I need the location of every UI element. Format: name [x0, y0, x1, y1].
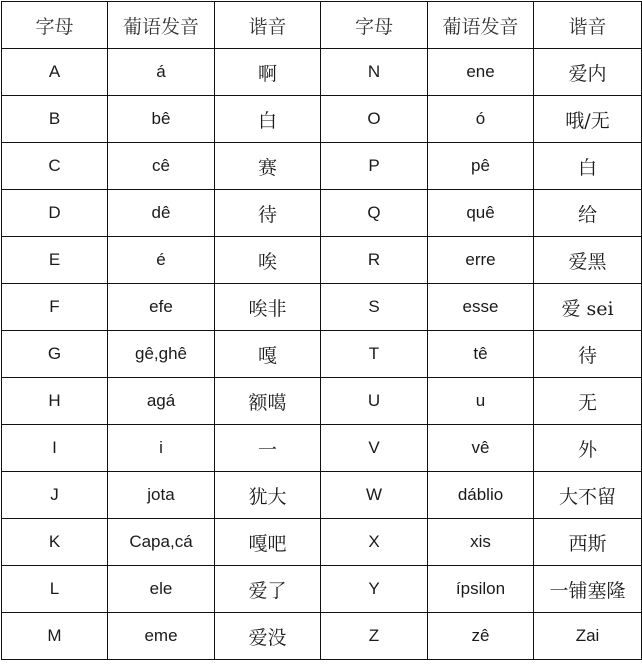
letter-cell: A — [2, 49, 108, 96]
homophone-cell: 爱没 — [215, 613, 321, 660]
pronunciation-cell: eme — [108, 613, 215, 660]
homophone-cell: 无 — [534, 378, 642, 425]
letter-cell: Z — [321, 613, 428, 660]
table-row — [2, 284, 642, 331]
homophone-cell: 嘎 — [215, 331, 321, 378]
table-row — [2, 143, 642, 190]
letter-cell: J — [2, 472, 108, 519]
pronunciation-cell: Capa,cá — [108, 519, 215, 566]
letter-cell: M — [2, 613, 108, 660]
homophone-cell: 爱黑 — [534, 237, 642, 284]
header-homophone: 谐音 — [534, 2, 642, 49]
header-letter: 字母 — [321, 2, 428, 49]
header-row — [2, 2, 642, 49]
letter-cell: R — [321, 237, 428, 284]
homophone-cell: 大不留 — [534, 472, 642, 519]
letter-cell: Q — [321, 190, 428, 237]
portuguese-alphabet-table — [1, 1, 642, 660]
letter-cell: H — [2, 378, 108, 425]
pronunciation-cell: efe — [108, 284, 215, 331]
homophone-cell: 待 — [534, 331, 642, 378]
homophone-cell: 待 — [215, 190, 321, 237]
table-row — [2, 96, 642, 143]
letter-cell: F — [2, 284, 108, 331]
header-portuguese-pronunciation: 葡语发音 — [108, 2, 215, 49]
table-row — [2, 472, 642, 519]
letter-cell: I — [2, 425, 108, 472]
table-row — [2, 566, 642, 613]
homophone-cell: 嘎吧 — [215, 519, 321, 566]
header-portuguese-pronunciation: 葡语发音 — [428, 2, 534, 49]
letter-cell: O — [321, 96, 428, 143]
pronunciation-cell: esse — [428, 284, 534, 331]
homophone-cell: 唉非 — [215, 284, 321, 331]
letter-cell: V — [321, 425, 428, 472]
table-row — [2, 519, 642, 566]
letter-cell: X — [321, 519, 428, 566]
homophone-cell: 白 — [534, 143, 642, 190]
letter-cell: C — [2, 143, 108, 190]
pronunciation-cell: vê — [428, 425, 534, 472]
pronunciation-cell: ene — [428, 49, 534, 96]
homophone-cell: 啊 — [215, 49, 321, 96]
table-row — [2, 613, 642, 660]
homophone-cell: 白 — [215, 96, 321, 143]
letter-cell: S — [321, 284, 428, 331]
homophone-cell: 爱内 — [534, 49, 642, 96]
letter-cell: Y — [321, 566, 428, 613]
homophone-cell: 西斯 — [534, 519, 642, 566]
header-letter: 字母 — [2, 2, 108, 49]
pronunciation-cell: dê — [108, 190, 215, 237]
letter-cell: G — [2, 331, 108, 378]
pronunciation-cell: jota — [108, 472, 215, 519]
pronunciation-cell: erre — [428, 237, 534, 284]
letter-cell: N — [321, 49, 428, 96]
letter-cell: W — [321, 472, 428, 519]
letter-cell: U — [321, 378, 428, 425]
pronunciation-cell: u — [428, 378, 534, 425]
homophone-cell: 爱 sei — [534, 284, 642, 331]
letter-cell: D — [2, 190, 108, 237]
homophone-cell: 外 — [534, 425, 642, 472]
pronunciation-cell: á — [108, 49, 215, 96]
pronunciation-cell: quê — [428, 190, 534, 237]
table-row — [2, 49, 642, 96]
pronunciation-cell: ele — [108, 566, 215, 613]
table-row — [2, 237, 642, 284]
pronunciation-cell: ó — [428, 96, 534, 143]
homophone-cell: Zai — [534, 613, 642, 660]
homophone-cell: 哦/无 — [534, 96, 642, 143]
table-row — [2, 378, 642, 425]
pronunciation-cell: zê — [428, 613, 534, 660]
pronunciation-cell: é — [108, 237, 215, 284]
letter-cell: K — [2, 519, 108, 566]
pronunciation-cell: xis — [428, 519, 534, 566]
homophone-cell: 唉 — [215, 237, 321, 284]
pronunciation-cell: agá — [108, 378, 215, 425]
letter-cell: T — [321, 331, 428, 378]
pronunciation-cell: ípsilon — [428, 566, 534, 613]
homophone-cell: 一铺塞隆 — [534, 566, 642, 613]
homophone-cell: 爱了 — [215, 566, 321, 613]
homophone-cell: 犹大 — [215, 472, 321, 519]
pronunciation-cell: dáblio — [428, 472, 534, 519]
pronunciation-cell: pê — [428, 143, 534, 190]
table-row — [2, 425, 642, 472]
header-homophone: 谐音 — [215, 2, 321, 49]
letter-cell: B — [2, 96, 108, 143]
letter-cell: E — [2, 237, 108, 284]
letter-cell: P — [321, 143, 428, 190]
homophone-cell: 一 — [215, 425, 321, 472]
pronunciation-cell: i — [108, 425, 215, 472]
homophone-cell: 额噶 — [215, 378, 321, 425]
pronunciation-cell: tê — [428, 331, 534, 378]
homophone-cell: 赛 — [215, 143, 321, 190]
table-row — [2, 331, 642, 378]
pronunciation-cell: gê,ghê — [108, 331, 215, 378]
pronunciation-cell: cê — [108, 143, 215, 190]
homophone-cell: 给 — [534, 190, 642, 237]
table-row — [2, 190, 642, 237]
letter-cell: L — [2, 566, 108, 613]
pronunciation-cell: bê — [108, 96, 215, 143]
